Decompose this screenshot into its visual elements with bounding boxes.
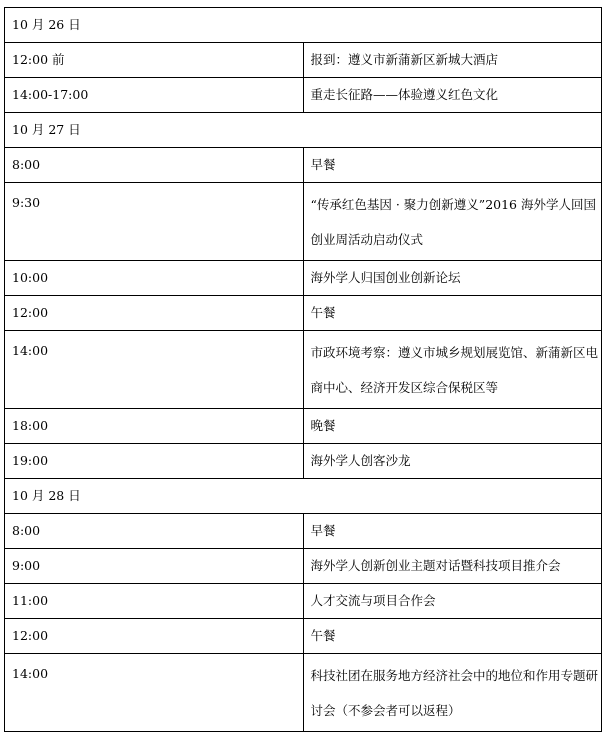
schedule-row (5, 331, 602, 409)
schedule-table (4, 7, 602, 732)
activity-cell: 晚餐 (303, 409, 602, 444)
activity-cell: 午餐 (303, 296, 602, 331)
time-cell: 8:00 (5, 514, 304, 549)
schedule-row (5, 296, 602, 331)
schedule-row (5, 514, 602, 549)
day-date: 10 月 27 日 (5, 113, 602, 148)
activity-cell: 重走长征路——体验遵义红色文化 (303, 78, 602, 113)
day-date: 10 月 26 日 (5, 8, 602, 43)
schedule-row (5, 78, 602, 113)
activity-cell: 人才交流与项目合作会 (303, 584, 602, 619)
day-date: 10 月 28 日 (5, 479, 602, 514)
time-cell: 19:00 (5, 444, 304, 479)
activity-cell: 早餐 (303, 514, 602, 549)
activity-cell: 报到：遵义市新蒲新区新城大酒店 (303, 43, 602, 78)
schedule-row (5, 43, 602, 78)
time-cell: 11:00 (5, 584, 304, 619)
time-cell: 14:00 (5, 331, 304, 409)
time-cell: 8:00 (5, 148, 304, 183)
time-cell: 10:00 (5, 261, 304, 296)
time-cell: 14:00-17:00 (5, 78, 304, 113)
activity-cell: 午餐 (303, 619, 602, 654)
time-cell: 14:00 (5, 654, 304, 732)
time-cell: 12:00 (5, 619, 304, 654)
activity-cell: 市政环境考察：遵义市城乡规划展览馆、新蒲新区电商中心、经济开发区综合保税区等 (303, 331, 602, 409)
schedule-row (5, 654, 602, 732)
time-cell: 9:30 (5, 183, 304, 261)
time-cell: 12:00 前 (5, 43, 304, 78)
day-header-row (5, 479, 602, 514)
schedule-row (5, 183, 602, 261)
activity-cell: “传承红色基因 · 聚力创新遵义”2016 海外学人回国创业周活动启动仪式 (303, 183, 602, 261)
schedule-row (5, 619, 602, 654)
time-cell: 9:00 (5, 549, 304, 584)
schedule-row (5, 549, 602, 584)
activity-cell: 早餐 (303, 148, 602, 183)
schedule-row (5, 584, 602, 619)
day-header-row (5, 113, 602, 148)
activity-cell: 海外学人创新创业主题对话暨科技项目推介会 (303, 549, 602, 584)
schedule-row (5, 148, 602, 183)
day-header-row (5, 8, 602, 43)
activity-cell: 海外学人创客沙龙 (303, 444, 602, 479)
schedule-row (5, 444, 602, 479)
time-cell: 12:00 (5, 296, 304, 331)
activity-cell: 科技社团在服务地方经济社会中的地位和作用专题研讨会（不参会者可以返程） (303, 654, 602, 732)
schedule-row (5, 409, 602, 444)
activity-cell: 海外学人归国创业创新论坛 (303, 261, 602, 296)
schedule-row (5, 261, 602, 296)
time-cell: 18:00 (5, 409, 304, 444)
